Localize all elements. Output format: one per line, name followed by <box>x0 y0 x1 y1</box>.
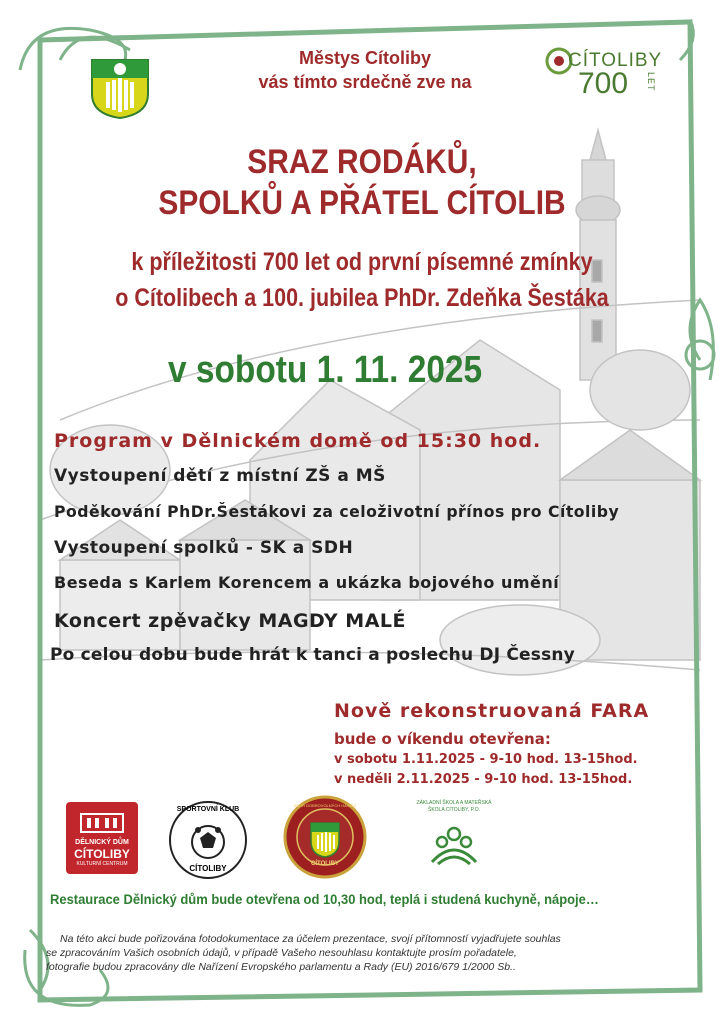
sdh-logo <box>283 795 367 879</box>
fara-line: v neděli 2.11.2025 - 9-10 hod. 13-15hod. <box>334 772 633 787</box>
sdh-top-text: SBOR DOBROVOLNÝCH HASIČŮ <box>293 803 357 808</box>
sdh-bottom-text: CÍTOLIBY <box>311 861 339 867</box>
fara-heading: Nově rekonstruovaná FARA <box>334 700 650 722</box>
delnicky-dum-town: CÍTOLIBY <box>74 847 130 861</box>
delnicky-dum-label: DĚLNICKÝ DŮM <box>75 839 129 846</box>
program-item: Vystoupení dětí z místní ZŠ a MŠ <box>54 466 386 486</box>
disclaimer-line3: fotografie budou zpracovány dle Nařízení Evropského parlamentu a Rady (EU) 2016/679 1/2000 Sb.. <box>46 961 516 973</box>
anniversary-name: CÍTOLIBY <box>568 50 663 71</box>
program-item: Koncert zpěvačky MAGDY MALÉ <box>54 610 407 632</box>
event-date: v sobotu 1. 11. 2025 <box>168 349 483 391</box>
subtitle-line1: k příležitosti 700 let od první písemné zmínky <box>131 248 593 276</box>
fara-line: v sobotu 1.11.2025 - 9-10 hod. 13-15hod. <box>334 752 638 767</box>
anniversary-unit: LET <box>646 72 656 92</box>
school-logo <box>412 800 496 880</box>
school-text: ZÁKLADNÍ ŠKOLA A MATEŘSKÁ ŠKOLA CÍTOLIBY, P.O. <box>416 800 492 813</box>
anniversary-number: 700 <box>578 67 629 100</box>
anniversary-700-logo <box>540 44 680 104</box>
delnicky-dum-subtitle: KULTURNÍ CENTRUM <box>76 861 128 867</box>
sk-bottom-text: CÍTOLIBY <box>189 864 227 873</box>
program-item: Vystoupení spolků - SK a SDH <box>54 538 354 558</box>
program-item: Poděkování PhDr.Šestákovi za celoživotní přínos pro Cítoliby <box>54 502 620 521</box>
program-item: Beseda s Karlem Korencem a ukázka bojového umění <box>54 573 560 592</box>
delnicky-dum-logo <box>66 802 138 874</box>
program-item: Po celou dobu bude hrát k tanci a poslechu DJ Čessny <box>50 645 575 665</box>
disclaimer-line2: se zpracováním Vašich osobních údajů, v případě Vašeho nesouhlasu kontaktujte prosím pořadatele, <box>46 947 517 959</box>
title-line1: SRAZ RODÁKŮ, <box>247 143 477 181</box>
disclaimer-line1: Na této akci bude pořizována fotodokumentace za účelem prezentace, svojí přítomností vyjadřujete souhlas <box>60 933 561 945</box>
sk-top-text: SPORTOVNÍ KLUB <box>176 806 240 813</box>
program-heading: Program v Dělnickém domě od 15:30 hod. <box>54 430 542 452</box>
town-name: Městys Cítoliby <box>298 48 432 68</box>
title-line2: SPOLKŮ A PŘÁTEL CÍTOLIB <box>158 184 566 222</box>
invitation-text: vás tímto srdečně zve na <box>258 72 472 92</box>
coat-of-arms-logo <box>90 58 150 120</box>
restaurant-notice: Restaurace Dělnický dům bude otevřena od 10,30 hod, teplá i studená kuchyně, nápoje… <box>50 892 599 907</box>
sportovni-klub-logo <box>168 800 248 880</box>
subtitle-line2: o Cítolibech a 100. jubilea PhDr. Zdeňka Šestáka <box>115 284 609 312</box>
fara-line: bude o víkendu otevřena: <box>334 730 551 748</box>
